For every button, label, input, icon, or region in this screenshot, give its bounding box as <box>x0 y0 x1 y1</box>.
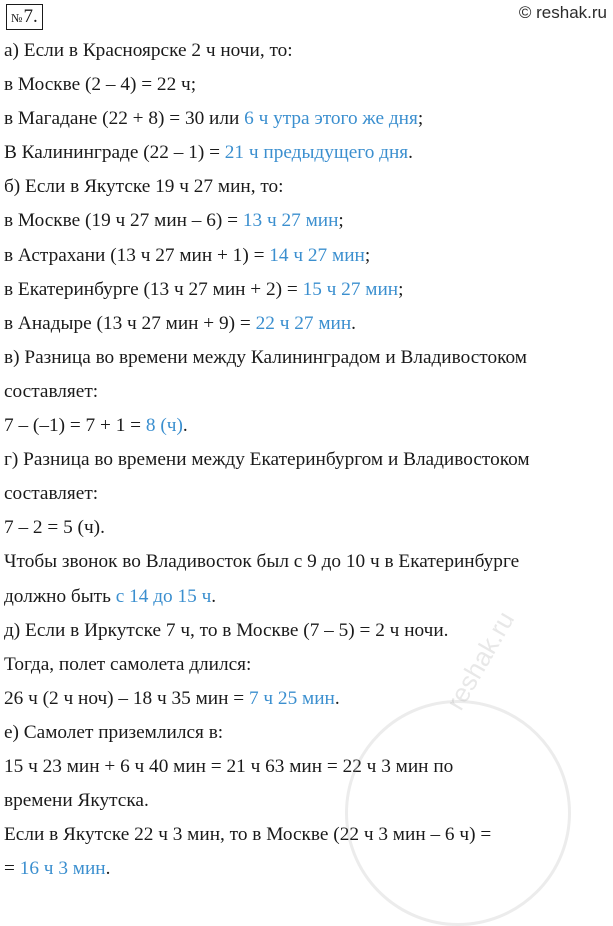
text-line <box>4 750 609 784</box>
text-line <box>4 784 609 818</box>
answer-highlight: 8 (ч) <box>145 415 183 437</box>
site-credit: © reshak.ru <box>518 3 607 22</box>
text-segment: времени Якутска. <box>4 790 149 812</box>
text-segment: . <box>211 585 217 607</box>
text-line <box>4 102 609 136</box>
answer-highlight: 14 ч 27 мин <box>269 244 365 266</box>
text-segment: В Калининграде (22 – 1) = <box>4 142 225 164</box>
text-segment: а) Если в Красноярске 2 ч ночи, то: <box>4 40 293 61</box>
text-line <box>4 614 609 648</box>
text-line <box>4 477 609 511</box>
text-segment: б) Если в Якутске 19 ч 27 мин, то: <box>4 176 284 198</box>
text-segment: ; <box>417 108 424 130</box>
text-line <box>4 409 609 443</box>
text-segment: в Москве (2 – 4) = 22 ч; <box>4 74 197 96</box>
text-line <box>4 716 609 750</box>
text-segment: д) Если в Иркутске 7 ч, то в Москве (7 – 5) = 2 ч ночи. <box>4 619 449 641</box>
text-segment: составляет: <box>4 483 99 505</box>
text-segment: в Астрахани (13 ч 27 мин + 1) = <box>4 244 270 266</box>
task-number-box <box>6 4 43 30</box>
text-segment: . <box>408 142 413 164</box>
answer-highlight: 21 ч предыдущего дня <box>224 142 409 164</box>
text-segment: Тогда, полет самолета длился: <box>4 653 252 675</box>
text-segment: должно быть <box>4 585 116 607</box>
text-segment: е) Самолет приземлился в: <box>4 721 224 743</box>
text-line <box>4 68 609 102</box>
text-segment: в Москве (19 ч 27 мин – 6) = <box>4 210 243 232</box>
text-segment: в) Разница во времени между Калининградом и Владивостоком <box>4 346 527 368</box>
text-segment: в Магадане (22 + 8) = 30 или <box>4 108 245 130</box>
text-segment: в Екатеринбурге (13 ч 27 мин + 2) = <box>4 278 303 300</box>
text-line <box>4 34 609 68</box>
text-line <box>4 239 609 273</box>
text-segment: 7 – (–1) = 7 + 1 = <box>4 415 146 437</box>
text-line <box>4 580 609 614</box>
text-segment: = <box>4 858 20 880</box>
text-line <box>4 307 609 341</box>
text-segment: 7 – 2 = 5 (ч). <box>4 517 105 539</box>
text-segment: ; <box>338 210 344 232</box>
text-segment: ; <box>364 244 371 266</box>
answer-highlight: 13 ч 27 мин <box>242 210 339 232</box>
answer-highlight: 15 ч 27 мин <box>302 278 399 300</box>
text-line <box>4 852 609 886</box>
text-line <box>4 341 609 375</box>
text-segment: в Анадыре (13 ч 27 мин + 9) = <box>4 312 256 334</box>
page-header <box>0 0 613 30</box>
watermark-text: reshak.ru <box>440 606 521 715</box>
number-sign: № <box>11 11 23 25</box>
answer-highlight: с 14 до 15 ч <box>115 585 212 607</box>
text-segment: . <box>334 687 340 709</box>
answer-highlight: 7 ч 25 мин <box>248 687 335 709</box>
text-segment: 15 ч 23 мин + 6 ч 40 мин = 21 ч 63 мин = 22 ч 3 мин по <box>4 755 454 777</box>
answer-highlight: 22 ч 27 мин <box>255 312 352 334</box>
text-line <box>4 443 609 477</box>
text-line <box>4 545 609 579</box>
text-segment: Чтобы звонок во Владивосток был с 9 до 10 ч в Екатеринбурге <box>4 551 520 573</box>
text-segment: Если в Якутске 22 ч 3 мин, то в Москве (22 ч 3 мин – 6 ч) = <box>4 824 492 846</box>
text-segment: 26 ч (2 ч ноч) – 18 ч 35 мин = <box>4 687 249 709</box>
text-segment: г) Разница во времени между Екатеринбургом и Владивостоком <box>4 449 530 471</box>
answer-highlight: 6 ч утра этого же дня <box>244 108 418 130</box>
text-segment: составляет: <box>4 380 99 402</box>
text-line <box>4 511 609 545</box>
text-segment: . <box>351 312 356 334</box>
text-segment: ; <box>398 278 404 300</box>
solution-text <box>4 34 609 886</box>
text-line <box>4 648 609 682</box>
text-segment: . <box>105 858 111 880</box>
text-line <box>4 136 609 170</box>
text-line <box>4 375 609 409</box>
answer-highlight: 16 ч 3 мин <box>19 858 106 880</box>
text-line <box>4 818 609 852</box>
text-line <box>4 273 609 307</box>
text-line <box>4 170 609 204</box>
text-line <box>4 204 609 238</box>
task-number: 7. <box>23 6 38 27</box>
text-segment: . <box>182 415 188 437</box>
text-line <box>4 682 609 716</box>
